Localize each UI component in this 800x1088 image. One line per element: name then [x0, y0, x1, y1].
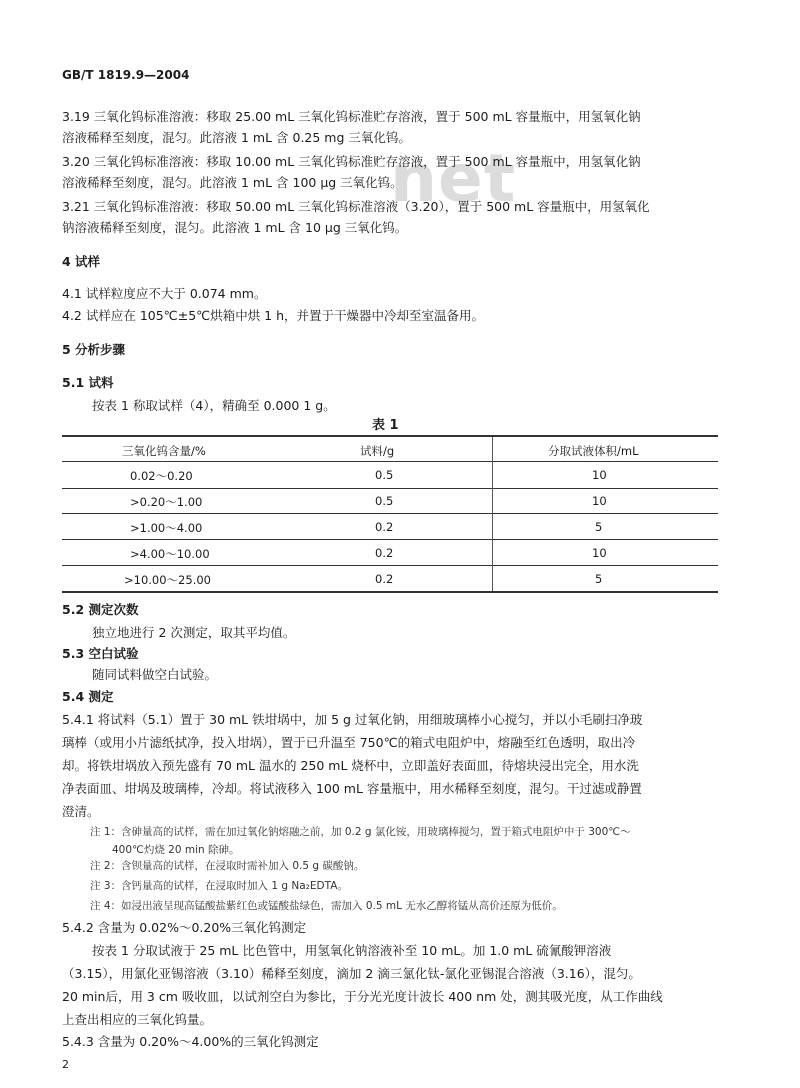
reagent-3-19-line1: 3.19 三氧化钨标准溶液：移取 25.00 mL 三氧化钨标准贮存溶液，置于 500 mL 容量瓶中，用氢氧化钠	[62, 109, 641, 124]
page-number: 2	[62, 1058, 69, 1071]
section-4-1: 4.1 试样粒度应不大于 0.074 mm。	[62, 286, 267, 301]
reagent-3-20-line2: 溶液稀释至刻度，混匀。此溶液 1 mL 含 100 μg 三氧化钨。	[62, 175, 403, 190]
note-2: 注 2：含钡量高的试样，在浸取时需补加入 0.5 g 碳酸钠。	[90, 860, 365, 872]
section-5-4-2-line: 20 min后，用 3 cm 吸收皿，以试剂空白为参比，于分光光度计波长 400 nm 处，测其吸光度，从工作曲线	[62, 989, 663, 1004]
table-cell: >4.00～10.00	[130, 547, 210, 561]
table-column-divider	[492, 437, 493, 591]
table-cell: 10	[592, 494, 607, 508]
table-cell: 0.2	[375, 546, 394, 560]
section-5-2-title: 5.2 测定次数	[62, 602, 139, 617]
section-5-3-text: 随同试料做空白试验。	[92, 667, 218, 682]
reagent-3-19-line2: 溶液稀释至刻度，混匀。此溶液 1 mL 含 0.25 mg 三氧化钨。	[62, 130, 411, 145]
section-5-4-1-line: 澄清。	[62, 804, 100, 819]
table-bottom-rule	[62, 591, 718, 593]
table-cell: 0.5	[375, 468, 394, 482]
table-cell: 0.2	[375, 520, 394, 534]
table-header-volume: 分取试液体积/mL	[548, 444, 639, 458]
table-cell: >10.00～25.00	[124, 573, 211, 587]
section-4-2: 4.2 试样应在 105℃±5℃烘箱中烘 1 h，并置于干燥器中冷却至室温备用。	[62, 308, 485, 323]
section-5-4-2-line: 按表 1 分取试液于 25 mL 比色管中，用氢氧化钠溶液补至 10 mL。加 1.0 mL 硫氰酸钾溶液	[92, 943, 612, 958]
note-1-line1: 注 1：含砷量高的试样，需在加过氧化钠熔融之前，加 0.2 g 氯化铵，用玻璃棒搅匀，置于箱式电阻炉中于 300℃～	[90, 826, 631, 838]
table-cell: 0.5	[375, 494, 394, 508]
section-5-2-text: 独立地进行 2 次测定，取其平均值。	[92, 625, 296, 640]
section-5-4-2-title: 5.4.2 含量为 0.02%～0.20%三氧化钨测定	[62, 920, 307, 935]
section-5-title: 5 分析步骤	[62, 342, 126, 357]
table-cell: >0.20～1.00	[130, 495, 203, 509]
section-5-4-title: 5.4 测定	[62, 689, 114, 704]
standard-header: GB/T 1819.9—2004	[62, 68, 190, 82]
table-caption: 表 1	[372, 418, 399, 433]
note-1-line2: 400℃灼烧 20 min 除砷。	[112, 844, 240, 856]
section-5-4-1-line: 却。将铁坩埚放入预先盛有 70 mL 温水的 250 mL 烧杯中，立即盖好表面皿，待熔块浸出完全，用水洗	[62, 758, 639, 773]
table-header-mass: 试料/g	[360, 444, 395, 458]
section-5-4-1-line: 5.4.1 将试料（5.1）置于 30 mL 铁坩埚中，加 5 g 过氧化钠，用细玻璃棒小心搅匀，并以小毛刷扫净玻	[62, 712, 643, 727]
section-5-4-1-line: 净表面皿、坩埚及玻璃棒，冷却。将试液移入 100 mL 容量瓶中，用水稀释至刻度，混匀。干过滤或静置	[62, 781, 642, 796]
section-5-4-2-line: 上查出相应的三氧化钨量。	[62, 1012, 213, 1027]
table-row-rule	[62, 539, 718, 540]
section-5-4-1-line: 璃棒（或用小片滤纸拭净，投入坩埚），置于已升温至 750℃的箱式电阻炉中，熔融至红色透明，取出冷	[62, 735, 636, 750]
table-cell: >1.00～4.00	[130, 521, 203, 535]
note-3: 注 3：含钙量高的试样，在浸取时加入 1 g Na₂EDTA。	[90, 880, 348, 892]
note-4: 注 4：如浸出液呈现高锰酸盐紫红色或锰酸盐绿色，需加入 0.5 mL 无水乙醇将锰从高价还原为低价。	[90, 900, 563, 912]
watermark: net	[390, 140, 517, 217]
table-row-rule	[62, 565, 718, 566]
section-5-3-title: 5.3 空白试验	[62, 646, 139, 661]
section-4-title: 4 试样	[62, 254, 101, 269]
table-cell: 10	[592, 546, 607, 560]
reagent-3-20-line1: 3.20 三氧化钨标准溶液：移取 10.00 mL 三氧化钨标准贮存溶液，置于 500 mL 容量瓶中，用氢氧化钠	[62, 154, 641, 169]
table-cell: 0.02～0.20	[130, 469, 193, 483]
section-5-1-text: 按表 1 称取试样（4），精确至 0.000 1 g。	[92, 398, 336, 413]
table-row-rule	[62, 513, 718, 514]
table-header-content: 三氧化钨含量/%	[122, 444, 206, 458]
table-cell: 5	[595, 572, 603, 586]
table-cell: 10	[592, 468, 607, 482]
section-5-4-2-line: （3.15），用氯化亚锡溶液（3.10）稀释至刻度，滴加 2 滴三氯化钛-氯化亚锡混合溶液（3.16），混匀。	[62, 966, 641, 981]
table-cell: 0.2	[375, 572, 394, 586]
table-top-rule	[62, 435, 718, 437]
table-cell: 5	[595, 520, 603, 534]
reagent-3-21-line1: 3.21 三氧化钨标准溶液：移取 50.00 mL 三氧化钨标准溶液（3.20），置于 500 mL 容量瓶中，用氢氧化	[62, 199, 650, 214]
table-row-rule	[62, 488, 718, 489]
table-header-rule	[62, 461, 718, 462]
section-5-4-3-title: 5.4.3 含量为 0.20%～4.00%的三氧化钨测定	[62, 1034, 319, 1049]
reagent-3-21-line2: 钠溶液稀释至刻度，混匀。此溶液 1 mL 含 10 μg 三氧化钨。	[62, 220, 408, 235]
section-5-1-title: 5.1 试料	[62, 375, 114, 390]
